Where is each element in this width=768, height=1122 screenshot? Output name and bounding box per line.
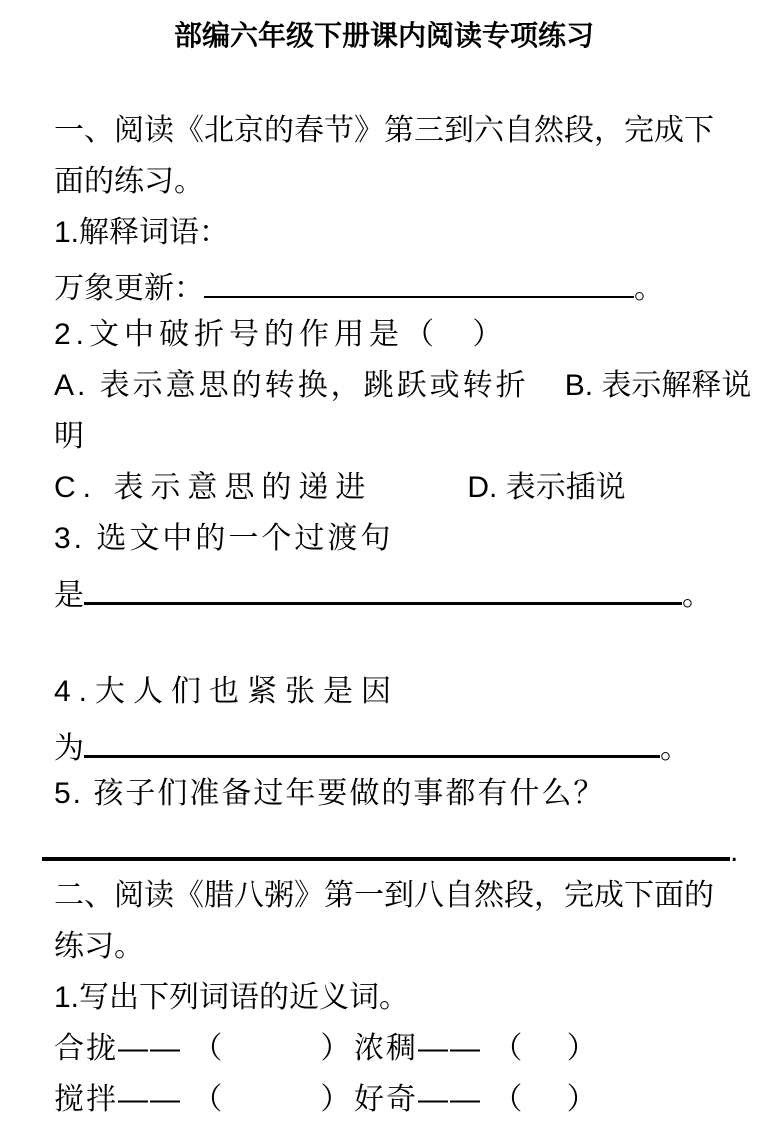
synonym-word-label: 搅拌——	[54, 1083, 193, 1116]
section1-intro-text1: 一、阅读《北京的春节》第三到六自然段，完成下	[54, 114, 714, 147]
q2-answer-parens[interactable]: （ ）	[404, 318, 503, 351]
section2-intro-line1	[54, 870, 734, 921]
q3-stem-line	[54, 513, 734, 564]
synonym-cell	[354, 1023, 599, 1074]
q2-options-ab-line	[54, 360, 752, 411]
synonym-row-1	[54, 1023, 734, 1074]
q2-option-b-wrap: 明	[54, 420, 84, 453]
synonym-row-2	[54, 1074, 734, 1122]
section2-intro-text1: 二、阅读《腊八粥》第一到八自然段，完成下面的	[54, 879, 714, 912]
q2-options-cd-line	[54, 462, 734, 513]
section1-intro-line2	[54, 156, 734, 207]
q2-option-a: A. 表示意思的转换，跳跃或转折	[54, 369, 529, 402]
synonym-answer-parens[interactable]: （ ）	[492, 1032, 599, 1065]
q3-period: 。	[682, 579, 712, 612]
synonym-word-label: 浓稠——	[354, 1032, 493, 1065]
q2-option-b-wrap-line	[54, 411, 734, 462]
q1-label-line	[54, 207, 734, 258]
q1-period: 。	[634, 272, 664, 305]
q4-answer-blank[interactable]	[84, 717, 660, 758]
section1-intro-line1	[54, 105, 734, 156]
synonym-answer-parens[interactable]: （ ）	[192, 1083, 353, 1116]
q5-stem: 5. 孩子们准备过年要做的事都有什么？	[54, 777, 606, 810]
q3-answer-blank[interactable]	[84, 564, 682, 605]
q1-label: 1.解释词语：	[54, 216, 230, 249]
q5-answer-blank[interactable]	[42, 819, 730, 861]
q2-stem-line	[54, 309, 734, 360]
worksheet-body	[0, 105, 768, 1122]
q5-answer-line	[54, 819, 739, 870]
q1-answer-line	[54, 258, 734, 309]
q3-prefix: 是	[54, 579, 84, 612]
q4-prefix: 为	[54, 732, 84, 765]
q1-term: 万象更新：	[54, 272, 204, 305]
synonym-word-label: 合拢——	[54, 1032, 193, 1065]
synonym-answer-parens[interactable]: （ ）	[492, 1083, 599, 1116]
section1-intro-text2: 面的练习。	[54, 165, 204, 198]
q4-stem-line	[54, 666, 734, 717]
s2-q1-label: 1.写出下列词语的近义词。	[54, 981, 410, 1014]
q2-option-b: B. 表示解释说	[564, 369, 752, 402]
q3-stem: 3. 选文中的一个过渡句	[54, 522, 394, 555]
q5-period: .	[730, 835, 739, 868]
section2-intro-line2	[54, 921, 734, 972]
synonym-answer-parens[interactable]: （ ）	[192, 1032, 353, 1065]
page-title: 部编六年级下册课内阅读专项练习	[173, 20, 594, 51]
empty-line-spacer	[54, 615, 734, 666]
q3-answer-line	[54, 564, 734, 615]
synonym-cell	[54, 1023, 354, 1074]
q5-stem-line	[54, 768, 734, 819]
synonym-cell	[54, 1074, 354, 1122]
q4-stem: 4.大人们也紧张是因	[54, 675, 400, 708]
q2-option-d: D. 表示插说	[467, 471, 626, 504]
s2-q1-label-line	[54, 972, 734, 1023]
synonym-word-label: 好奇——	[354, 1083, 493, 1116]
q2-stem: 2.文中破折号的作用是	[54, 318, 405, 351]
q4-period: 。	[660, 732, 690, 765]
q1-answer-blank[interactable]	[204, 258, 634, 298]
q2-option-c: C. 表示意思的递进	[54, 471, 373, 504]
q4-answer-line	[54, 717, 734, 768]
section2-intro-text2: 练习。	[54, 930, 144, 963]
synonym-cell	[354, 1074, 599, 1122]
